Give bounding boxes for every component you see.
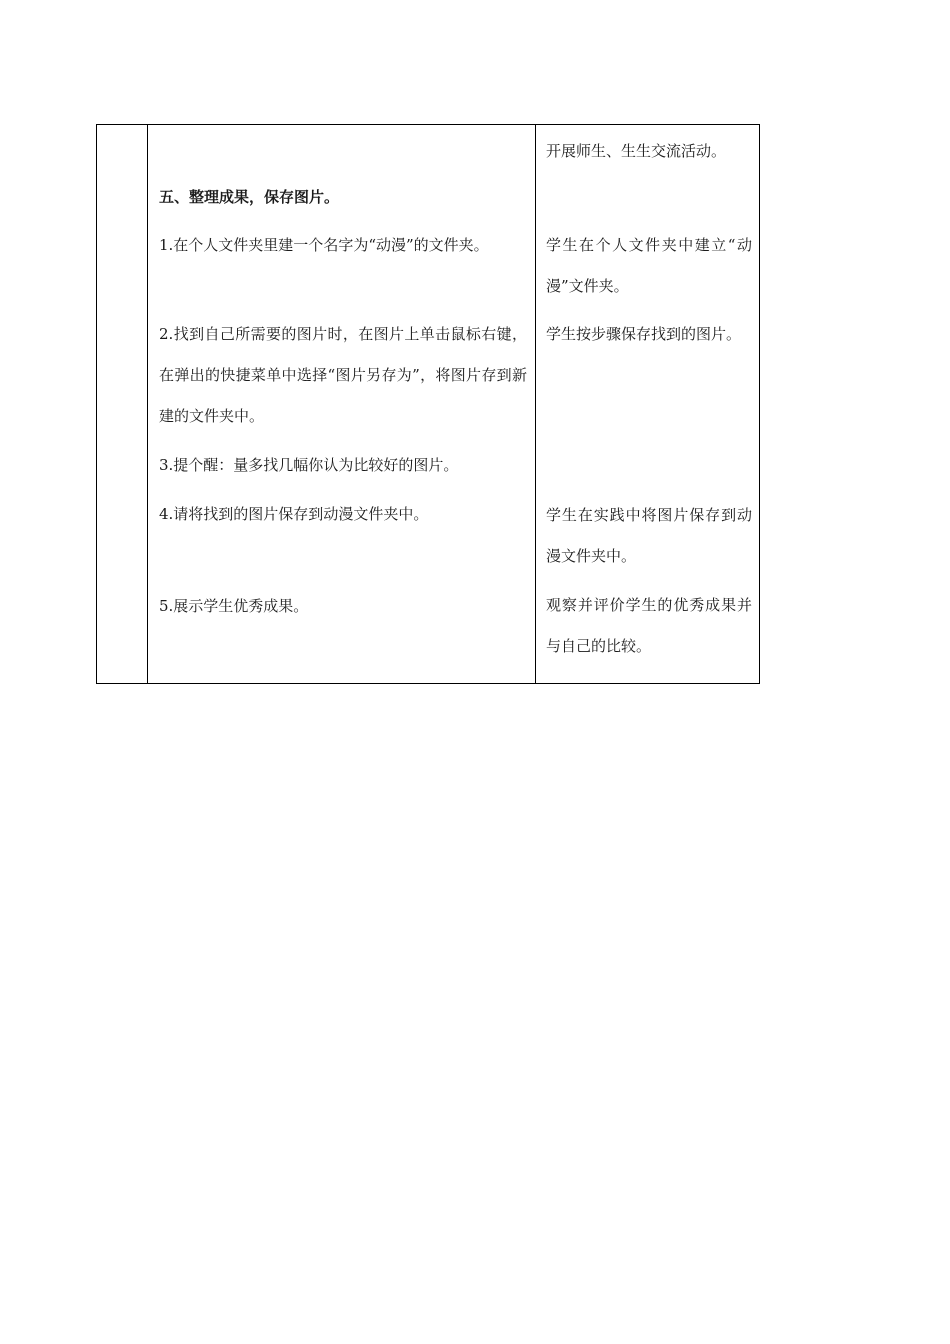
student-activity-3: 学生在实践中将图片保存到动漫文件夹中。 (546, 506, 752, 565)
step-4-text: 4.请将找到的图片保存到动漫文件夹中。 (159, 505, 429, 523)
step-5-text: 5.展示学生优秀成果。 (159, 597, 309, 615)
step-1-text: 1.在个人文件夹里建一个名字为“动漫”的文件夹。 (159, 236, 489, 254)
step-3-text: 3.提个醒：量多找几幅你认为比较好的图片。 (159, 456, 459, 474)
step-2-text: 2.找到自己所需要的图片时，在图片上单击鼠标右键，在弹出的快捷菜单中选择“图片另存为”，将图片存到新建的文件夹中。 (159, 325, 527, 425)
student-activity-0: 开展师生、生生交流活动。 (546, 142, 727, 160)
column-divider (147, 125, 148, 683)
section-heading: 五、整理成果，保存图片。 (159, 188, 340, 206)
student-activity-2: 学生按步骤保存找到的图片。 (546, 325, 742, 343)
student-activity-1: 学生在个人文件夹中建立“动漫”文件夹。 (546, 236, 752, 295)
student-activity-4: 观察并评价学生的优秀成果并与自己的比较。 (546, 596, 752, 655)
lesson-table (96, 124, 760, 684)
column-divider (535, 125, 536, 683)
